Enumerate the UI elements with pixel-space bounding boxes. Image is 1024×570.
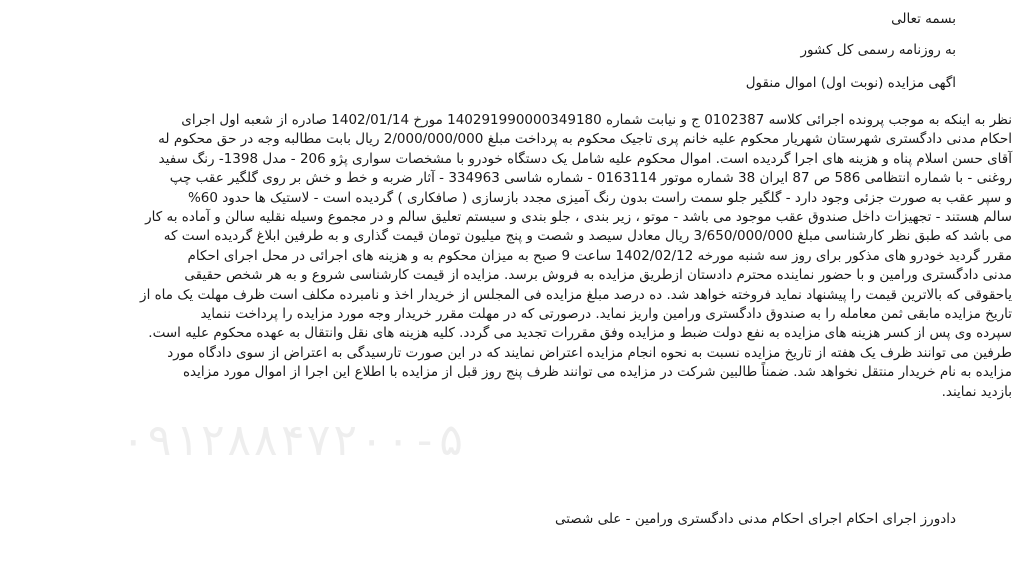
notice-title: اگهی مزایده (نوبت اول) اموال منقول [745,75,956,91]
recipient-line: به روزنامه رسمی کل کشور [800,42,956,58]
body-line: سالم هستند - تجهیزات داخل صندوق عقب موجود می باشد - موتو ، زیر بندی ، جلو بندی و سیستم تعلیق سالم و در مجموع وسیله نقلیه سالن و آماده به کار [145,209,1012,226]
body-line: و سپر عقب به صورت جزئی وجود دارد - گلگیر جلو سمت راست بدون رنگ آمیزی مجدد بازسازی ( صافکاری ) گردیده است - لاستیک ها حدود 60% [187,189,1012,206]
body-line: مدنی دادگستری ورامین و با حضور نماینده محترم دادستان ازطریق مزایده به فروش برسد. مزایده از قیمت کارشناسی شروع و به هر شخص حقیقی [184,267,1012,284]
body-line: طرفین می توانند ظرف یک هفته از تاریخ مزایده نسبت به نحوه انجام مزایده اعتراض نمایند که در این صورت تارسیدگی به اعتراض از سوی دادگاه مورد [167,344,1012,361]
phone-watermark: ۰۹۱۲۸۸۴۷۲۰۰-۵ [120,415,465,466]
body-line: بازدید نمایند. [941,383,1012,400]
notice-body [10,111,1012,402]
body-line: احکام مدنی دادگستری شهرستان شهریار محکوم علیه خانم پری تاجیک محکوم به پرداخت مبلغ 2/000/000/000 ریال بابت مطالبه وجه در حق محکوم له [158,131,1012,148]
body-line: یاحقوقی که بالاترین قیمت را پیشنهاد نماید فروخته خواهد شد. ده درصد مبلغ مزایده فی المجلس از خریدار اخذ و نامبرده مکلف است ظرف مهلت یک ماه از [140,286,1012,303]
body-line: روغنی - با شماره انتظامی 586 ص 87 ایران 38 شماره موتور 0163114 - شماره شاسی 334963 - آثار ضربه و خط و خش بر روی گلگیر عقب چپ [169,170,1012,187]
body-line: مزایده به نام خریدار منتقل نخواهد شد. ضمناً طالبین شرکت در مزایده می توانند ظرف پنج روز قبل از مزایده با اطلاع این اجرا از اموال مورد مزایده [182,364,1012,381]
bismillah-heading: بسمه تعالی [891,11,956,27]
body-line: می باشد که طبق نظر کارشناسی مبلغ 3/650/000/000 ریال معادل سیصد و شصت و پنج میلیون تومان قیمت گذاری و به طرفین ابلاغ گردیده است که [163,228,1012,245]
body-line: مقرر گردید خودرو های مذکور برای روز سه شنبه مورخه 1402/02/12 ساعت 9 صبح به میزان محکوم به و هزینه های اجرائی در محل اجرای احکام [187,247,1012,264]
body-line: تاریخ مزایده مابقی ثمن معامله را به صندوق دادگستری ورامین واریز نماید. درصورتی که در مهلت مقرر خریدار وجه مورد مزایده را پرداخت ننماید [200,306,1012,323]
body-line: نظر به اینکه به موجب پرونده اجرائی کلاسه 0102387 ج و نیابت شماره 140291990000349180 مورخ 1402/01/14 صادره از شعبه اول اجرای [181,112,1012,128]
body-line: آقای حسن اسلام پناه و هزینه های اجرا گردیده است. اموال محکوم علیه شامل یک دستگاه خودرو با مشخصات سواری پژو 206 - مدل 1398- رنگ سفید [158,150,1012,167]
signature-line: دادورز اجرای احکام اجرای احکام مدنی دادگستری ورامین - علی شصتی [554,511,956,527]
body-line: سپرده وی پس از کسر هزینه های مزایده به نفع دولت ضبط و مزایده وفق مقررات تجدید می گردد. کلیه هزینه های نقل وانتقال به عهده محکوم علیه است. [148,325,1012,342]
